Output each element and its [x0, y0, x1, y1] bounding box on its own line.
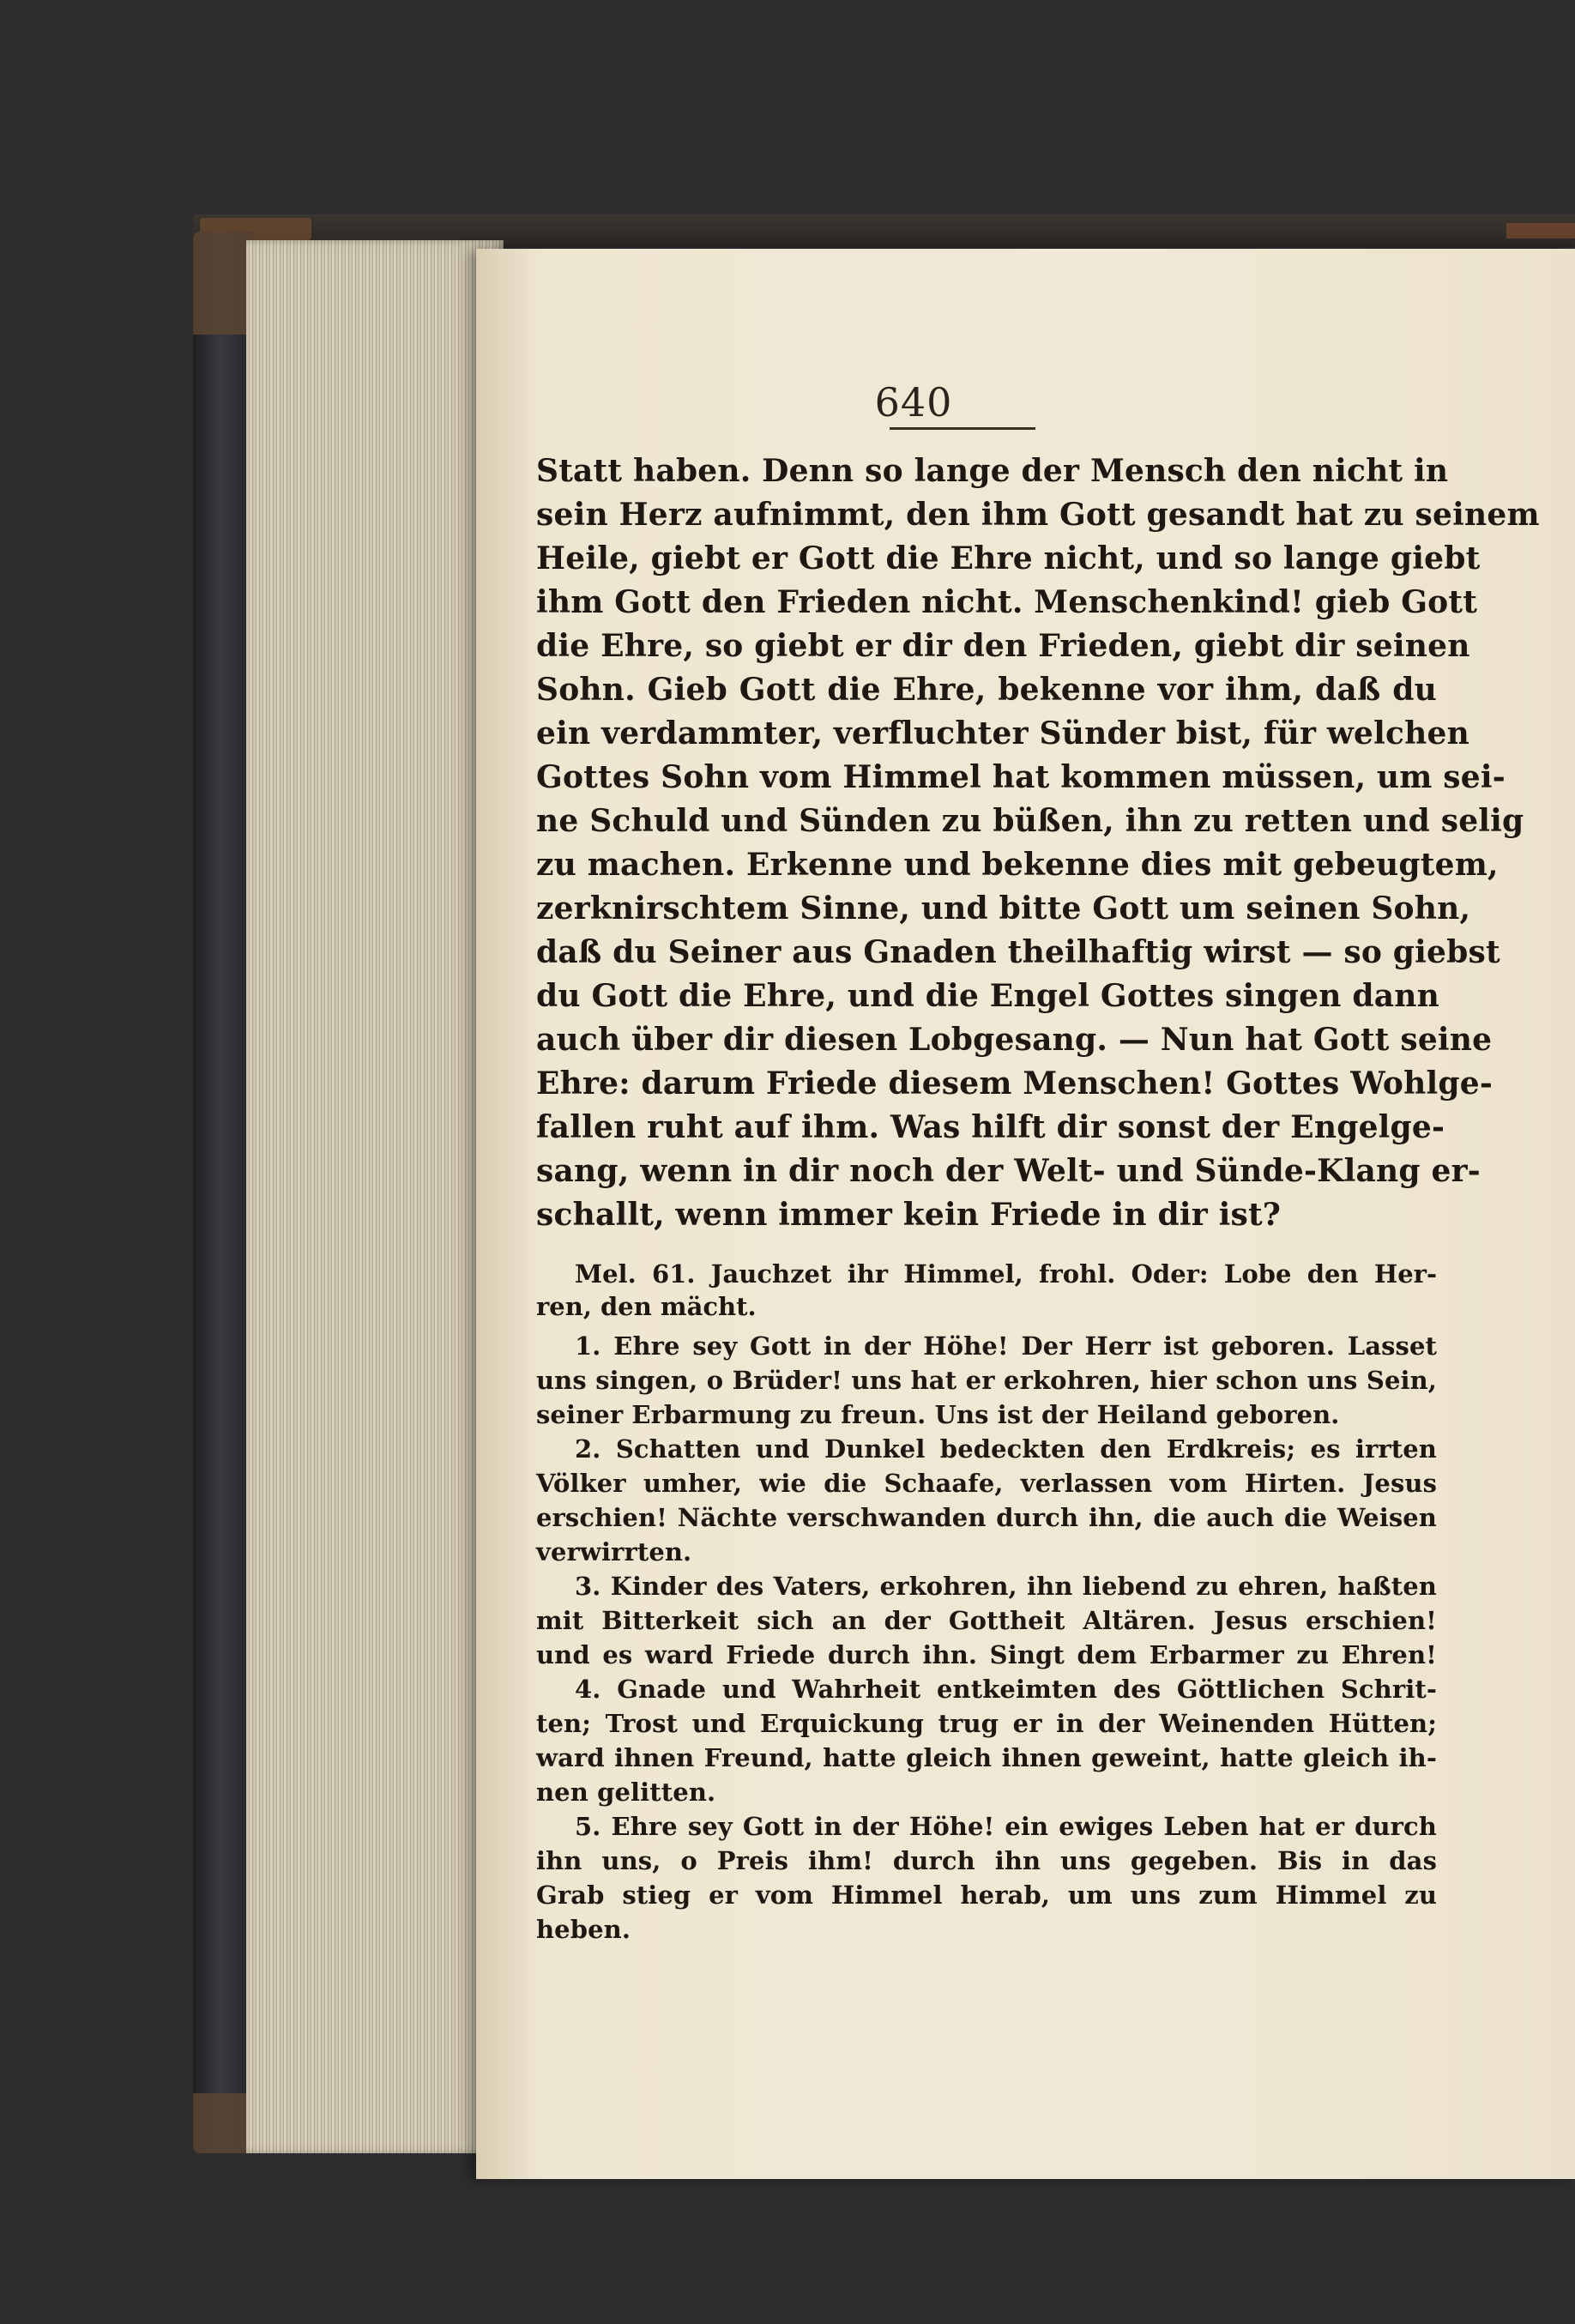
- hymn-line: ihn uns, o Preis ihm! durch ihn uns gegeben. Bis in das: [536, 1846, 1437, 1875]
- hymn-line: erschien! Nächte verschwanden durch ihn, die auch die Weisen: [536, 1503, 1437, 1532]
- spine-corner: [193, 232, 253, 335]
- hymn-line: 1. Ehre sey Gott in der Höhe! Der Herr ist geboren. Lasset: [575, 1331, 1437, 1361]
- text-line: ein verdammter, verfluchter Sünder bist, für welchen: [536, 715, 1469, 752]
- melody-line: Mel. 61. Jauchzet ihr Himmel, frohl. Oder: Lobe den Her-: [575, 1259, 1437, 1289]
- text-line: die Ehre, so giebt er dir den Frieden, giebt dir seinen: [536, 628, 1470, 664]
- text-line: auch über dir diesen Lobgesang. — Nun hat Gott seine: [536, 1022, 1493, 1058]
- book-page: [476, 249, 1575, 2179]
- hymn-line: Grab stieg er vom Himmel herab, um uns zum Himmel zu: [536, 1880, 1437, 1910]
- hymn-line: und es ward Friede durch ihn. Singt dem Erbarmer zu Ehren!: [536, 1640, 1437, 1669]
- hymn-line: verwirrten.: [536, 1537, 692, 1566]
- hymn-line: uns singen, o Brüder! uns hat er erkohren, hier schon uns Sein,: [536, 1366, 1437, 1395]
- page-number: 640: [874, 379, 953, 426]
- text-line: Statt haben. Denn so lange der Mensch den nicht in: [536, 453, 1449, 489]
- melody-line: ren, den mächt.: [536, 1292, 757, 1321]
- text-line: ihm Gott den Frieden nicht. Menschenkind! gieb Gott: [536, 584, 1478, 620]
- book-spine: [193, 232, 253, 2153]
- hymn-line: 2. Schatten und Dunkel bedeckten den Erdkreis; es irrten: [575, 1434, 1437, 1464]
- text-line: sein Herz aufnimmt, den ihm Gott gesandt hat zu seinem: [536, 497, 1540, 533]
- hymn-line: Völker umher, wie die Schaafe, verlassen vom Hirten. Jesus: [536, 1469, 1437, 1498]
- book: [193, 214, 1575, 2188]
- text-line: sang, wenn in dir noch der Welt- und Sünde-Klang er-: [536, 1153, 1481, 1189]
- text-line: Heile, giebt er Gott die Ehre nicht, und so lange giebt: [536, 540, 1481, 576]
- page-edges: [246, 240, 504, 2153]
- cover-wear: [1506, 223, 1575, 238]
- text-line: Ehre: darum Friede diesem Menschen! Gottes Wohlge-: [536, 1065, 1493, 1102]
- hymn-line: ten; Trost und Erquickung trug er in der Weinenden Hütten;: [536, 1709, 1437, 1738]
- hymn-line: 3. Kinder des Vaters, erkohren, ihn liebend zu ehren, haßten: [575, 1572, 1437, 1601]
- spine-corner: [193, 2093, 253, 2153]
- hymn-line: mit Bitterkeit sich an der Gottheit Altären. Jesus erschien!: [536, 1606, 1437, 1635]
- text-line: ne Schuld und Sünden zu büßen, ihn zu retten und selig: [536, 803, 1524, 839]
- text-line: Gottes Sohn vom Himmel hat kommen müssen, um sei-: [536, 759, 1506, 795]
- hymn-line: 5. Ehre sey Gott in der Höhe! ein ewiges Leben hat er durch: [575, 1812, 1437, 1841]
- text-line: daß du Seiner aus Gnaden theilhaftig wirst — so giebst: [536, 934, 1500, 970]
- text-line: zu machen. Erkenne und bekenne dies mit gebeugtem,: [536, 847, 1499, 883]
- text-line: fallen ruht auf ihm. Was hilft dir sonst der Engelge-: [536, 1109, 1445, 1145]
- hymn-line: 4. Gnade und Wahrheit entkeimten des Göttlichen Schrit-: [575, 1675, 1437, 1704]
- text-line: du Gott die Ehre, und die Engel Gottes singen dann: [536, 978, 1439, 1014]
- text-block: [476, 249, 1575, 2179]
- hymn-line: heben.: [536, 1915, 631, 1944]
- text-line: zerknirschtem Sinne, und bitte Gott um seinen Sohn,: [536, 890, 1471, 927]
- hymn-line: nen gelitten.: [536, 1778, 716, 1807]
- text-line: Sohn. Gieb Gott die Ehre, bekenne vor ihm, daß du: [536, 672, 1437, 708]
- hymn-line: ward ihnen Freund, hatte gleich ihnen geweint, hatte gleich ih-: [536, 1743, 1437, 1772]
- text-line: schallt, wenn immer kein Friede in dir ist?: [536, 1197, 1282, 1233]
- hymn-line: seiner Erbarmung zu freun. Uns ist der Heiland geboren.: [536, 1400, 1340, 1429]
